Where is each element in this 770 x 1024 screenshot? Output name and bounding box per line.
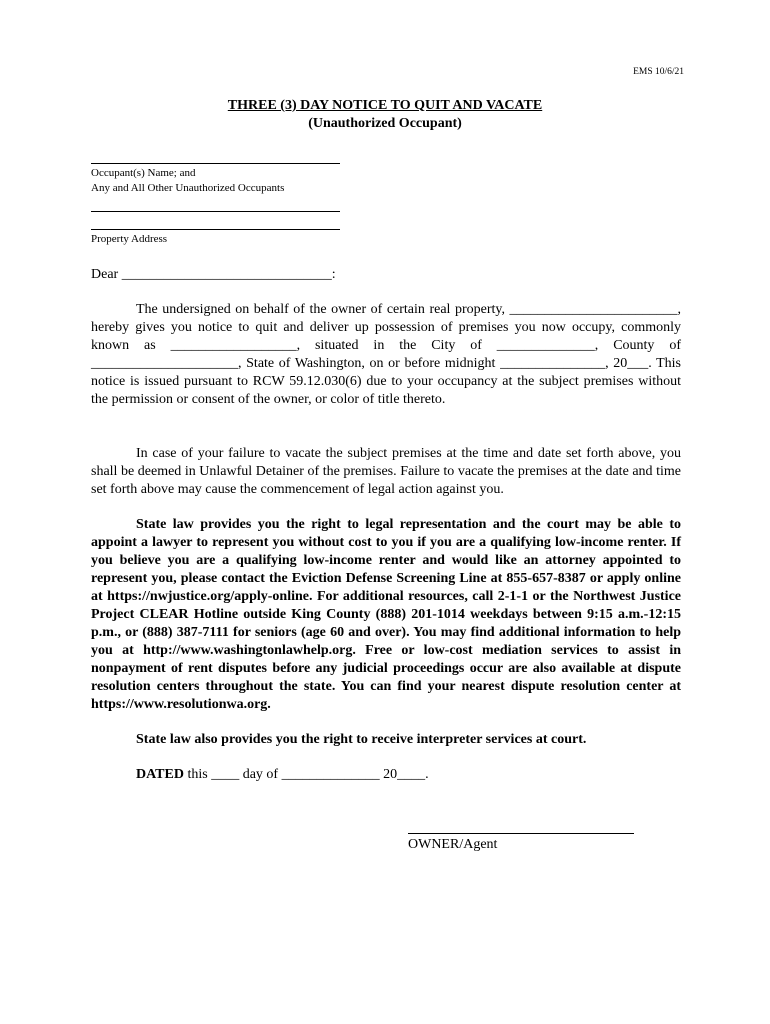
occupant-label-line1: Occupant(s) Name; and — [91, 167, 196, 179]
form-code: EMS 10/6/21 — [633, 67, 684, 77]
interpreter-paragraph: State law also provides you the right to receive interpreter services at court. — [136, 732, 587, 747]
salutation: Dear ______________________________: — [91, 267, 336, 282]
property-address-line-2 — [91, 229, 340, 230]
document-title-block — [0, 97, 770, 133]
document-subtitle: (Unauthorized Occupant) — [308, 116, 462, 131]
failure-paragraph: In case of your failure to vacate the subject premises at the time and date set forth above, you shall be deemed in Unlawful Detainer of the premises. Failure to vacate the premises at the date and time set forth above may cause the commencement of legal action against you. — [91, 446, 681, 497]
property-address-line-1 — [91, 211, 340, 212]
dated-line — [91, 766, 681, 784]
signature-label: OWNER/Agent — [408, 837, 498, 852]
property-address-label: Property Address — [91, 233, 168, 245]
occupant-name-line — [91, 163, 340, 164]
notice-paragraph: The undersigned on behalf of the owner of certain real property, ________________________, hereby gives you notice to quit and deliver up possession of premises you now occupy, commonly known as __________________, situated in the City of ______________, County of _____________________, State of Washington, on or before midnight _______________, 20___. This notice is issued pursuant to RCW 59.12.030(6) due to your occupancy at the subject premises without the permission or consent of the owner, or color of title thereto. — [91, 302, 681, 407]
legal-representation-paragraph: State law provides you the right to legal representation and the court may be able to appoint a lawyer to represent you without cost to you if you are a qualifying low-income renter. If you believe you are a qualifying low-income renter and would like an attorney appointed to represent you, please contact the Eviction Defense Screening Line at 855-657-8387 or apply online at https://nwjustice.org/apply-online. For additional resources, call 2-1-1 or the Northwest Justice Project CLEAR Hotline outside King County (888) 201-1014 weekdays between 9:15 a.m.-12:15 p.m., or (888) 387-7111 for seniors (age 60 and over). You may find additional information to help you at http://www.washingtonlawhelp.org. Free or low-cost mediation services to assist in nonpayment of rent disputes before any judicial proceedings occur are also available at dispute resolution centers throughout the state. You can find your nearest dispute resolution center at https://www.resolutionwa.org. — [91, 517, 681, 712]
signature-line — [408, 833, 634, 834]
occupant-label-line2: Any and All Other Unauthorized Occupants — [91, 182, 285, 194]
dated-rest: this ____ day of ______________ 20____. — [183, 767, 429, 782]
occupant-label — [91, 166, 284, 196]
document-title: THREE (3) DAY NOTICE TO QUIT AND VACATE — [227, 98, 543, 113]
dated-label: DATED — [136, 767, 184, 782]
